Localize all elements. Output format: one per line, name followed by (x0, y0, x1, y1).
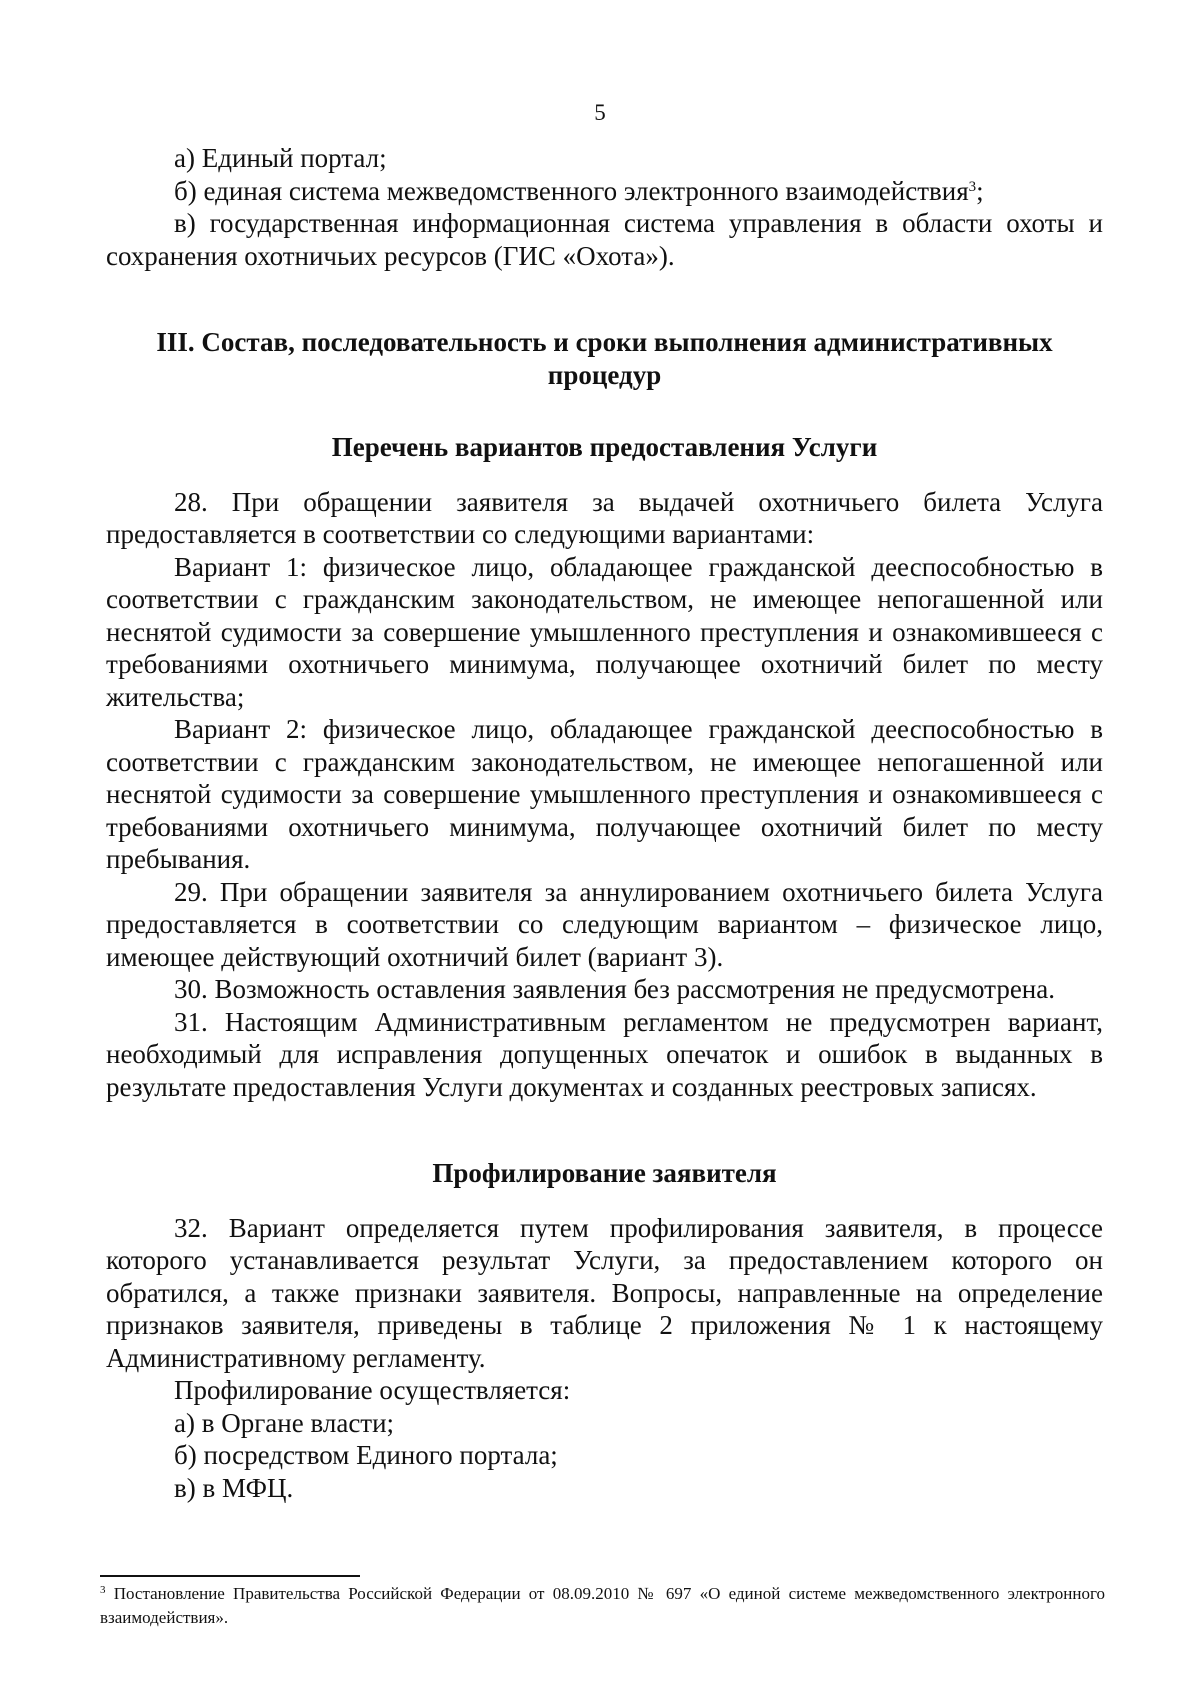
paragraph-32: 32. Вариант определяется путем профилирования заявителя, в процессе которого устанавливается результат Услуги, за предоставлением которого он обратился, а также признаки заявителя. Вопросы, направленные на определение признаков заявителя, приведены в таблице 2 приложения № 1 к настоящему Административному регламенту. (106, 1212, 1103, 1373)
paragraph-28: 28. При обращении заявителя за выдачей охотничьего билета Услуга предоставляется в соответствии со следующими вариантами: (106, 486, 1103, 549)
footnote-text: Постановление Правительства Российской Федерации от 08.09.2010 № 697 «О единой системе межведомственного электронного взаимодействия». (100, 1584, 1105, 1627)
variant-2: Вариант 2: физическое лицо, обладающее гражданской дееспособностью в соответствии с гражданским законодательством, не имеющее непогашенной или неснятой судимости за совершение умышленного преступления и ознакомившееся с требованиями охотничьего минимума, получающее охотничий билет по месту пребывания. (106, 714, 1103, 874)
paragraph-31: 31. Настоящим Административным регламентом не предусмотрен вариант, необходимый для исправления допущенных опечаток и ошибок в выданных в результате предоставления Услуги документах и созданных реестровых записях. (106, 1006, 1103, 1102)
intro-item-a: а) Единый портал; (174, 143, 387, 173)
footnote-separator (100, 1575, 360, 1577)
section-heading: III. Состав, последовательность и сроки выполнения административных процедур (156, 327, 1053, 390)
footnote (100, 1582, 1105, 1630)
paragraph-30: 30. Возможность оставления заявления без рассмотрения не предусмотрена. (174, 974, 1055, 1004)
variant-1: Вариант 1: физическое лицо, обладающее гражданской дееспособностью в соответствии с гражданским законодательством, не имеющее непогашенной или неснятой судимости за совершение умышленного преступления и ознакомившееся с требованиями охотничьего минимума, получающее охотничий билет по месту жительства; (106, 551, 1103, 712)
footnote-reference: 3 (968, 178, 977, 195)
document-body (106, 142, 1103, 1504)
page-number: 5 (594, 100, 606, 125)
footnote-marker: 3 (100, 1584, 106, 1596)
profiling-item-c: в) в МФЦ. (174, 1472, 294, 1503)
paragraph-29: 29. При обращении заявителя за аннулированием охотничьего билета Услуга предоставляется в соответствии со следующим вариантом – физическое лицо, имеющее действующий охотничий билет (вариант 3). (106, 876, 1103, 972)
profiling-item-b: б) посредством Единого портала; (174, 1440, 558, 1470)
intro-item-c: в) государственная информационная система управления в области охоты и сохранения охотничьих ресурсов (ГИС «Охота»). (106, 208, 1103, 271)
subheading-profiling: Профилирование заявителя (432, 1158, 777, 1188)
intro-item-b: б) единая система межведомственного электронного взаимодействия$^3$; (174, 175, 984, 206)
profiling-item-a: а) в Органе власти; (174, 1407, 395, 1438)
subheading-variants: Перечень вариантов предоставления Услуги (331, 432, 878, 462)
profiling-intro: Профилирование осуществляется: (174, 1375, 571, 1405)
